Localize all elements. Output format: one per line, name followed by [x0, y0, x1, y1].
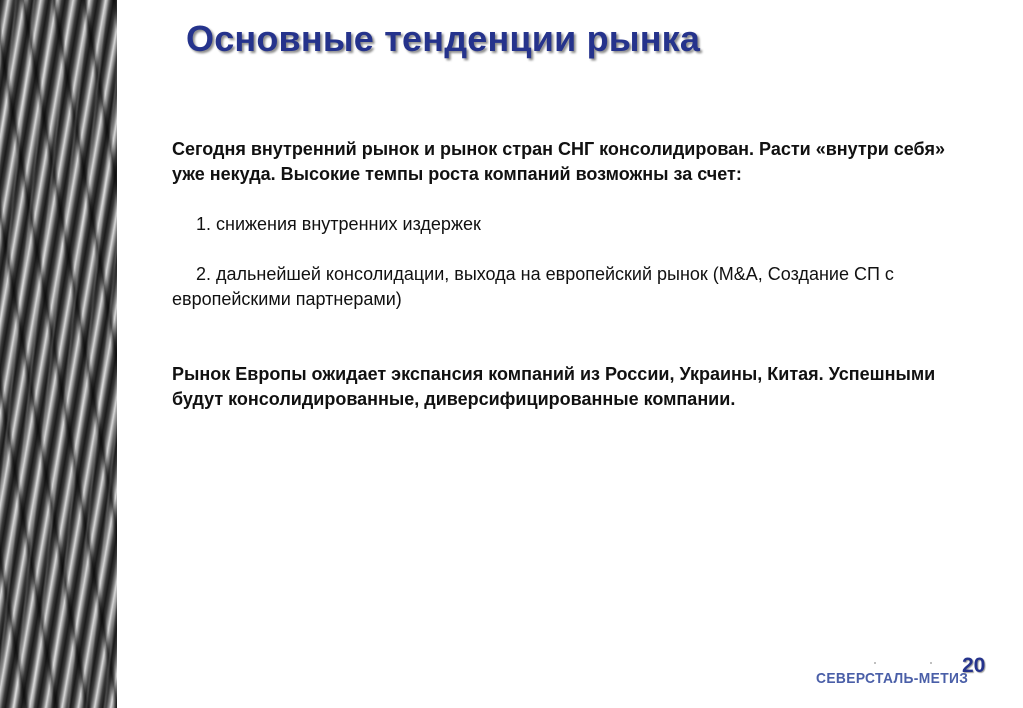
intro-paragraph: Сегодня внутренний рынок и рынок стран СНГ консолидирован. Расти «внутри себя» уже некуда. Высокие темпы роста компаний возможны за счет: — [172, 139, 945, 184]
company-logo: СЕВЕРСТАЛЬ-МЕТИЗ — [816, 670, 969, 687]
list-item-costs: 1. снижения внутренних издержек — [196, 214, 481, 234]
slide-title: Основные тенденции рынка — [186, 18, 701, 59]
conclusion-paragraph: Рынок Европы ожидает экспансия компаний из России, Украины, Китая. Успешными будут консолидированные, диверсифицированные компании. — [172, 364, 936, 409]
page-number: 20 — [962, 654, 986, 677]
slide-body — [172, 137, 972, 412]
list-item-consolidation: 2. дальнейшей консолидации, выхода на европейский рынок (M&A, Создание СП с европейскими партнерами) — [172, 264, 894, 309]
brand-decoration — [874, 662, 934, 664]
steel-rope-image — [0, 0, 117, 708]
